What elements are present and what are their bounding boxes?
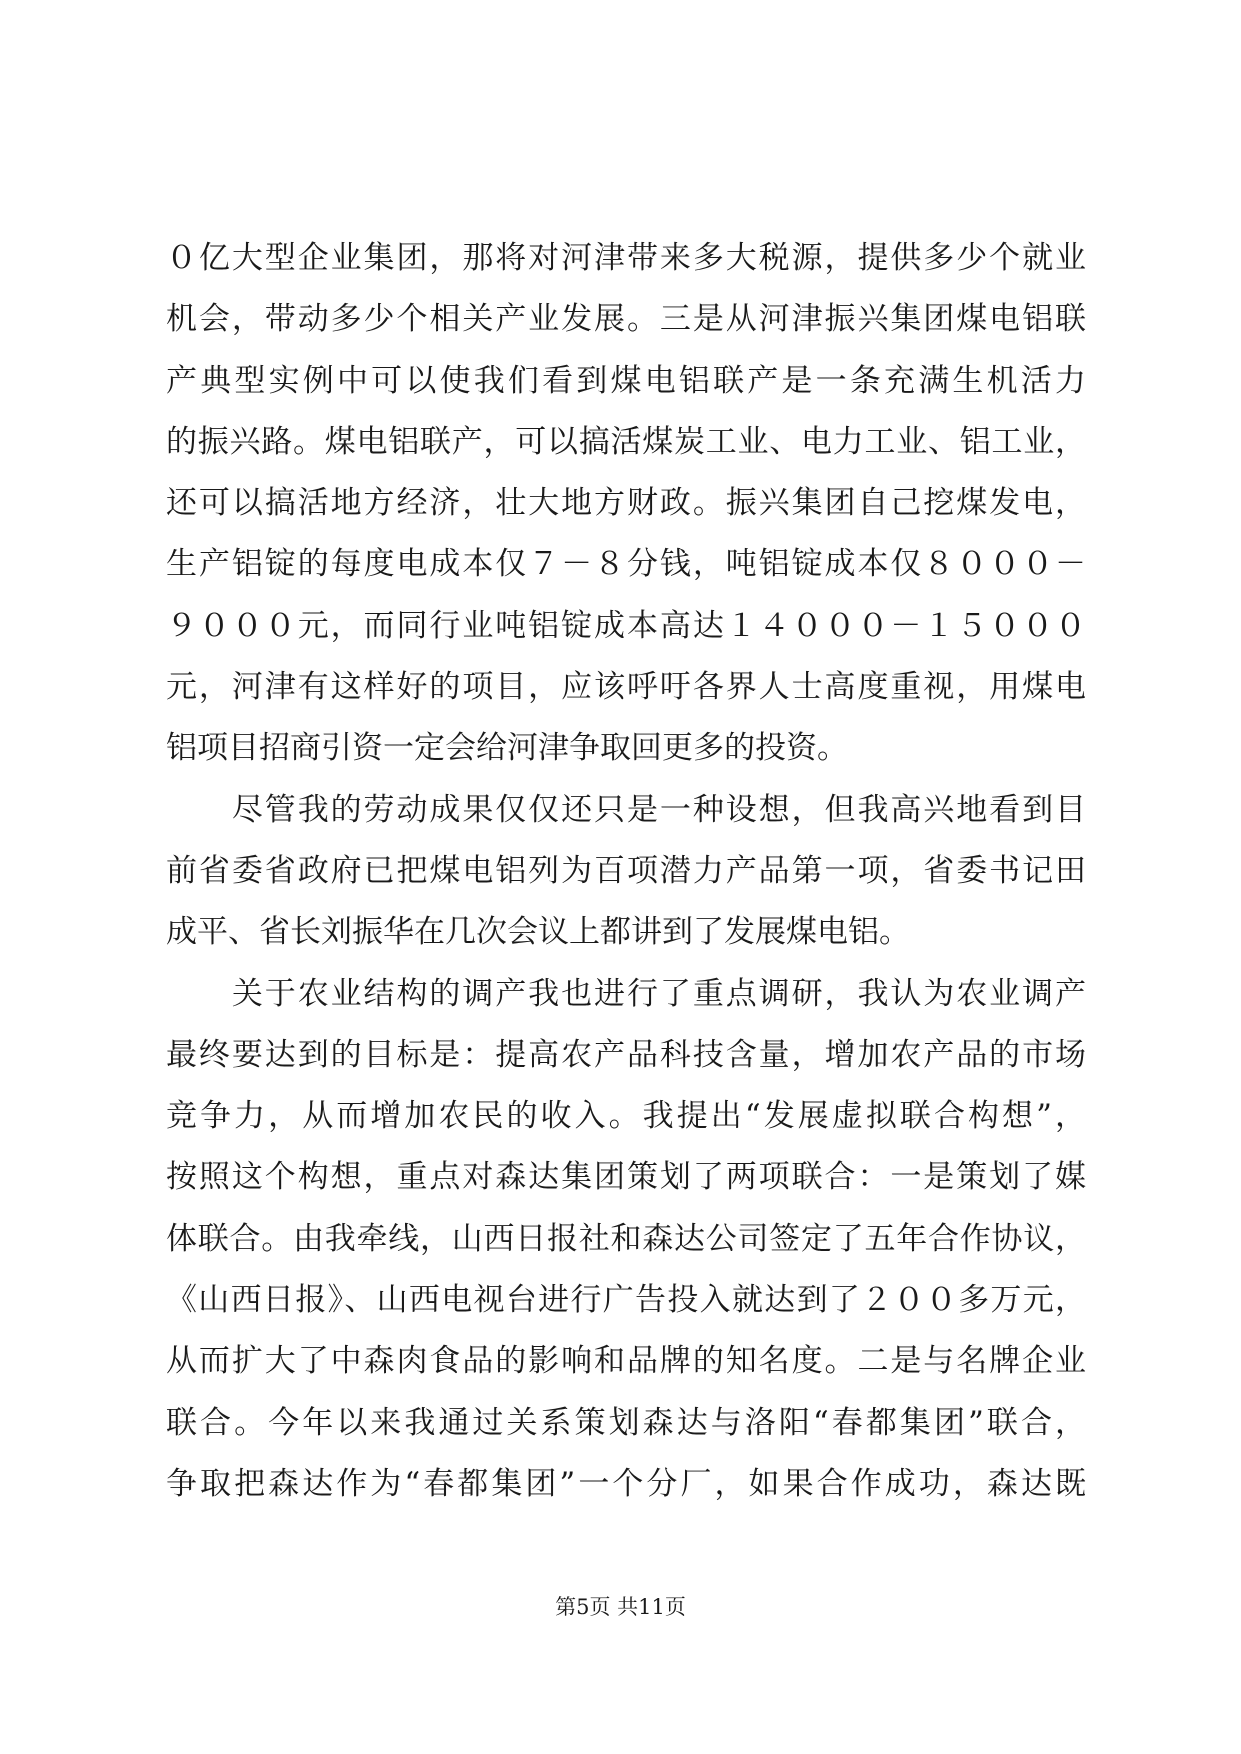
text-line: 铝项目招商引资一定会给河津争取回更多的投资。 xyxy=(166,730,848,767)
body-text xyxy=(166,228,1086,1515)
text-line: 联合。今年以来我通过关系策划森达与洛阳“春都集团”联合， xyxy=(166,1404,1086,1441)
text-line: 从而扩大了中森肉食品的影响和品牌的知名度。二是与名牌企业 xyxy=(166,1343,1086,1380)
text-line: 成平、省长刘振华在几次会议上都讲到了发展煤电铝。 xyxy=(166,914,910,951)
text-line: 生产铝锭的每度电成本仅７－８分钱，吨铝锭成本仅８０００－ xyxy=(166,546,1086,583)
text-line: 机会，带动多少个相关产业发展。三是从河津振兴集团煤电铝联 xyxy=(166,301,1086,338)
text-line: 《山西日报》、山西电视台进行广告投入就达到了２００多万元， xyxy=(166,1282,1086,1319)
text-line: 产典型实例中可以使我们看到煤电铝联产是一条充满生机活力 xyxy=(166,362,1086,399)
text-line: 争取把森达作为“春都集团”一个分厂，如果合作成功，森达既 xyxy=(166,1465,1086,1502)
text-line: 尽管我的劳动成果仅仅还只是一种设想，但我高兴地看到目 xyxy=(166,791,1086,828)
text-line: 关于农业结构的调产我也进行了重点调研，我认为农业调产 xyxy=(166,975,1086,1012)
text-line: 元，河津有这样好的项目，应该呼吁各界人士高度重视，用煤电 xyxy=(166,669,1086,706)
text-line: ０亿大型企业集团，那将对河津带来多大税源，提供多少个就业 xyxy=(166,240,1086,276)
text-line: 体联合。由我牵线，山西日报社和森达公司签定了五年合作协议， xyxy=(166,1220,1086,1257)
text-line: 竞争力，从而增加农民的收入。我提出“发展虚拟联合构想”， xyxy=(166,1098,1086,1135)
text-line: 按照这个构想，重点对森达集团策划了两项联合：一是策划了媒 xyxy=(166,1159,1086,1196)
text-line: 还可以搞活地方经济，壮大地方财政。振兴集团自己挖煤发电， xyxy=(166,485,1086,522)
text-line: ９０００元，而同行业吨铝锭成本高达１４０００－１５０００ xyxy=(166,607,1086,644)
text-line: 前省委省政府已把煤电铝列为百项潜力产品第一项，省委书记田 xyxy=(166,852,1086,889)
page-footer: 第5页 共11页 xyxy=(555,1595,686,1619)
text-line: 最终要达到的目标是：提高农产品科技含量，增加农产品的市场 xyxy=(166,1036,1086,1073)
text-line: 的振兴路。煤电铝联产，可以搞活煤炭工业、电力工业、铝工业， xyxy=(166,423,1086,460)
